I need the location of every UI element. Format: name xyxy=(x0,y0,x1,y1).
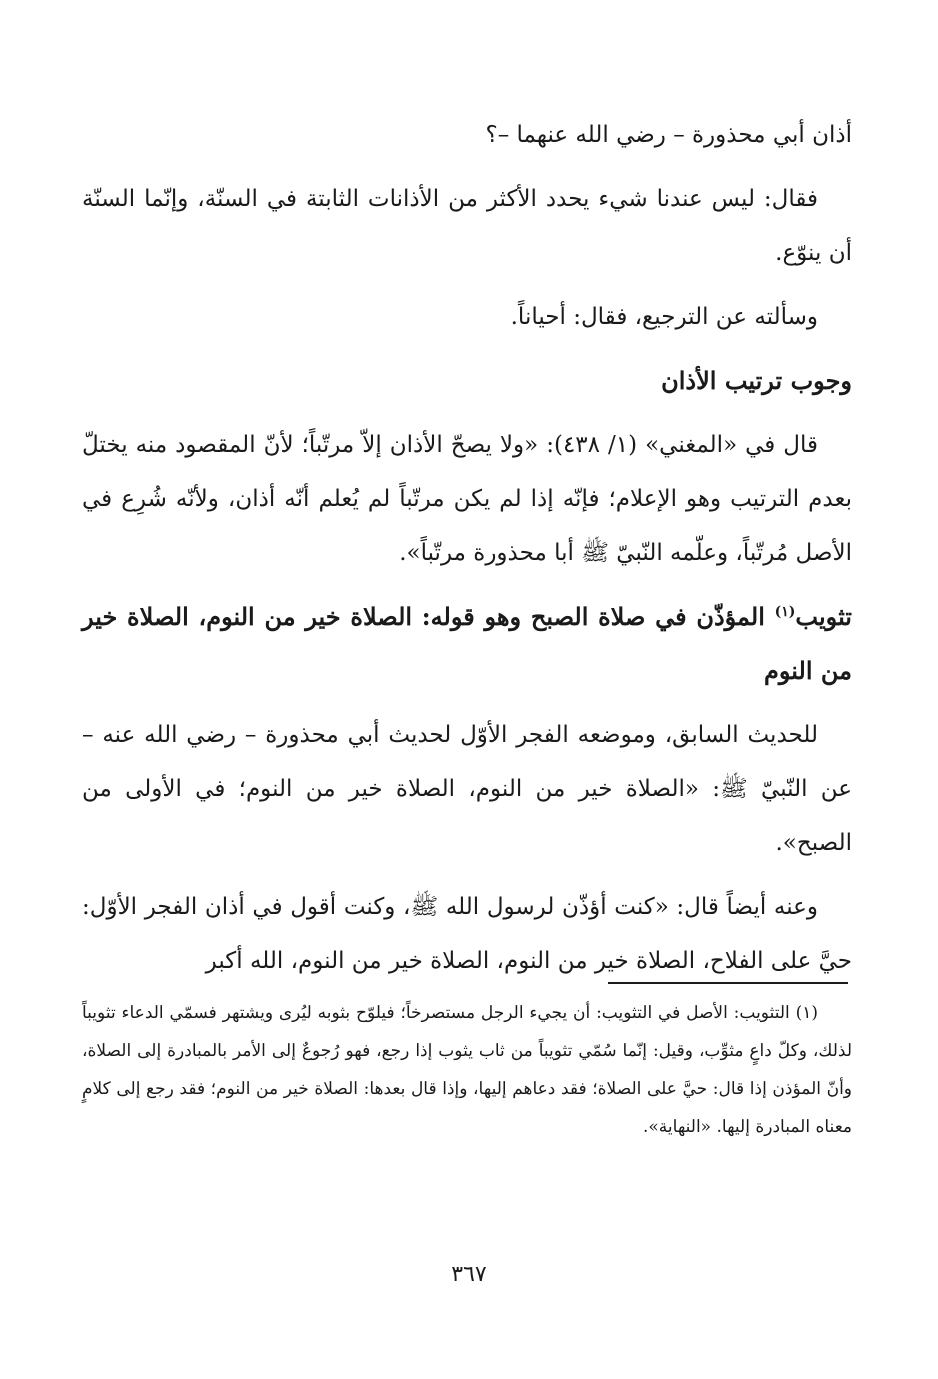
paragraph: للحديث السابق، وموضعه الفجر الأوّل لحديث أبي محذورة – رضي الله عنه – عن النّبيّ ﷺ: «الصلاة خير من النوم، الصلاة خير من النوم؛ في الأولى من الصبح». xyxy=(82,722,852,856)
paragraph: قال في «المغني» (١/ ٤٣٨): «ولا يصحّ الأذان إلاّ مرتّباً؛ لأنّ المقصود منه يختلّ بعدم الترتيب وهو الإعلام؛ فإنّه إذا لم يكن مرتّباً لم يُعلم أنّه أذان، ولأنّه شُرِع في الأصل مُرتّباً، وعلّمه النّبيّ ﷺ أبا محذورة مرتّباً». xyxy=(82,432,852,566)
main-text xyxy=(82,108,852,998)
footnote: (١) التثويب: الأصل في التثويب: أن يجيء الرجل مستصرخاً؛ فيلوّح بثوبه ليُرى ويشتهر فسمّي الدعاء تثويباً لذلك، وكلّ داعٍ مثوِّب، وقيل: إنّما سُمّي تثويباً من ثاب يثوب إذا رجع، فهو رُجوعٌ إلى الأمر بالمبادرة إلى الصلاة، وأنّ المؤذن إذا قال: حيَّ على الصلاة؛ فقد دعاهم إليها، وإذا قال بعدها: الصلاة خير من النوم؛ فقد رجع إلى كلامٍ معناه المبادرة إليها. «النهاية». xyxy=(82,1003,852,1137)
paragraph: وسألته عن الترجيع، فقال: أحياناً. xyxy=(510,304,818,330)
section-heading xyxy=(82,590,852,698)
heading-text: تثويب xyxy=(795,602,852,631)
footnote-divider xyxy=(608,982,848,984)
paragraph: فقال: ليس عندنا شيء يحدد الأكثر من الأذانات الثابتة في السنّة، وإنّما السنّة أن ينوّع. xyxy=(82,186,852,266)
paragraph: وعنه أيضاً قال: «كنت أؤذّن لرسول الله ﷺ، وكنت أقول في أذان الفجر الأوّل: حيَّ على الفلاح، الصلاة خير من النوم، الصلاة خير من النوم، الله أكبر xyxy=(82,894,852,974)
paragraph: أذان أبي محذورة – رضي الله عنهما –؟ xyxy=(485,122,852,148)
page-number: ٣٦٧ xyxy=(451,1262,487,1287)
heading-text: المؤذّن في صلاة الصبح وهو قوله: الصلاة خير من النوم، الصلاة خير من النوم xyxy=(82,602,852,685)
footnote-reference: (١) xyxy=(774,604,796,620)
section-heading: وجوب ترتيب الأذان xyxy=(661,366,852,395)
